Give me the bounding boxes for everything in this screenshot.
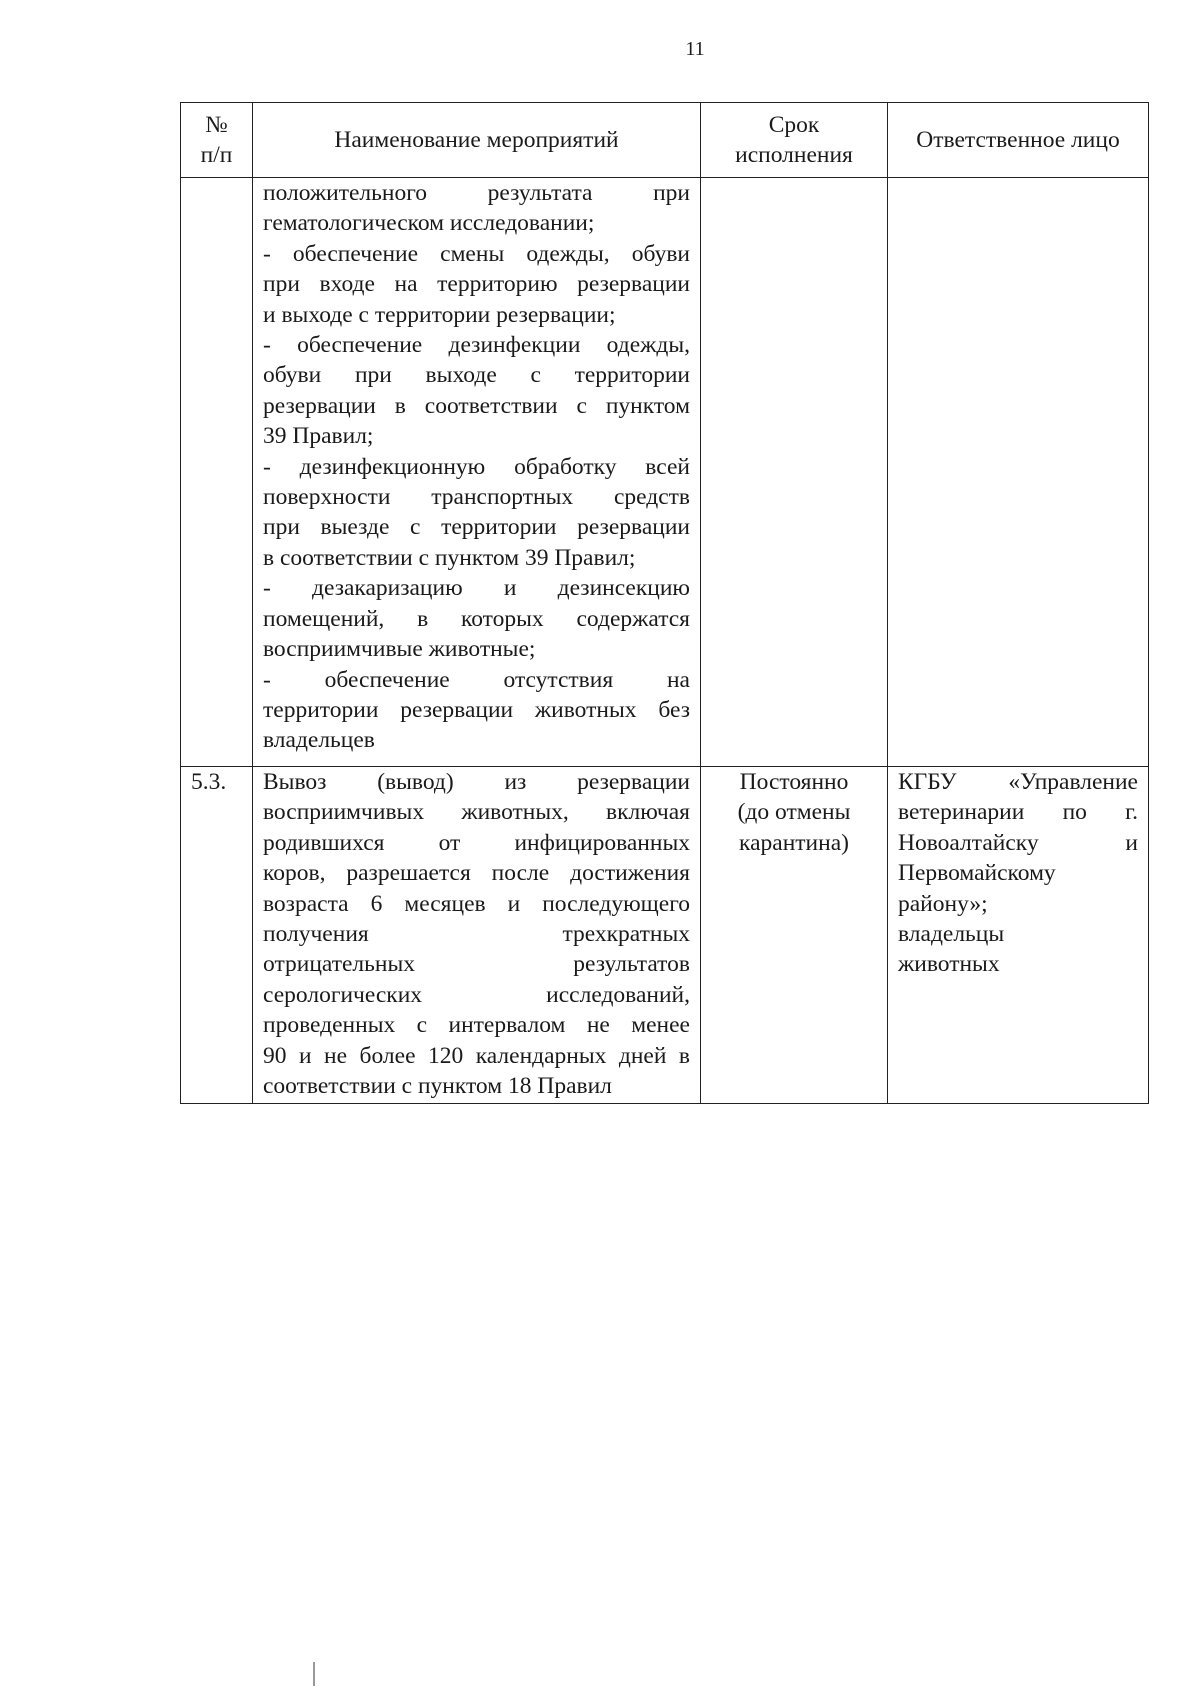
table-row [181,178,1149,767]
text-line: обуви при выходе с территории [263,362,690,389]
header-num-symbol: № [205,111,228,138]
text-line: соответствии с пунктом 18 Правил [263,1073,612,1100]
page-number: 11 [685,38,705,60]
term-line: карантина) [739,829,849,856]
text-line: - дезинфекционную обработку всей [263,453,690,480]
responsible-line: владельцы [898,921,1005,948]
text-line: отрицательных результатов [263,951,690,978]
responsible-line: району»; [898,890,988,917]
row-term-cell [701,767,888,1104]
text-line: получения трехкратных [263,921,690,948]
text-line: и выходе с территории резервации; [263,301,616,328]
text-line: резервации в соответствии с пунктом [263,392,690,419]
header-term-line2: исполнения [735,142,853,168]
text-line: гематологическом исследовании; [263,210,595,237]
text-line: помещений, в которых содержатся [263,605,690,632]
text-line: поверхности транспортных средств [263,484,690,511]
text-line: 90 и не более 120 календарных дней в [263,1042,690,1069]
row-responsible-cell [888,178,1149,767]
text-line: 39 Правил; [263,423,374,450]
header-name: Наименование мероприятий [253,103,701,178]
text-line: серологических исследований, [263,981,690,1008]
header-num [181,103,253,178]
measures-table [180,102,1149,1104]
text-line: - обеспечение отсутствия на [263,666,690,693]
text-line: - обеспечение дезинфекции одежды, [263,332,690,359]
text-line: территории резервации животных без [263,696,690,723]
text-line: при входе на территорию резервации [263,271,690,298]
text-line: положительного результата при [263,180,690,206]
header-term [701,103,888,178]
text-line: при выезде с территории резервации [263,514,690,541]
responsible-line: КГБУ «Управление [898,769,1138,795]
table-row [181,767,1149,1104]
row-name-cell [253,767,701,1104]
header-num-abbr: п/п [200,142,233,168]
row-num-cell [181,178,253,767]
text-line: Вывоз (вывод) из резервации [263,769,690,795]
table-header-row [181,103,1149,178]
responsible-line: Первомайскому [898,860,1056,887]
text-line: - дезакаризацию и дезинсекцию [263,575,690,602]
header-responsible: Ответственное лицо [888,103,1149,178]
text-line: - обеспечение смены одежды, обуви [263,240,690,267]
responsible-line: ветеринарии по г. [898,799,1138,826]
responsible-line: Новоалтайску и [898,829,1138,856]
text-line: родившихся от инфицированных [263,829,690,856]
row-num-cell: 5.3. [181,767,253,1104]
row-responsible-cell [888,767,1149,1104]
term-line: Постоянно [739,769,849,795]
text-line: коров, разрешается после достижения [263,860,690,887]
row-name-cell [253,178,701,767]
term-line: (до отмены [737,799,851,826]
responsible-line: животных [898,951,1000,978]
text-line: проведенных с интервалом не менее [263,1012,690,1039]
text-line: восприимчивые животные; [263,636,536,663]
text-line: владельцев [263,727,375,754]
text-line: восприимчивых животных, включая [263,799,690,826]
text-line: в соответствии с пунктом 39 Правил; [263,544,636,571]
header-term-line1: Срок [768,111,820,138]
scan-artifact-mark [313,1662,315,1686]
row-term-cell [701,178,888,767]
text-line: возраста 6 месяцев и последующего [263,890,690,917]
